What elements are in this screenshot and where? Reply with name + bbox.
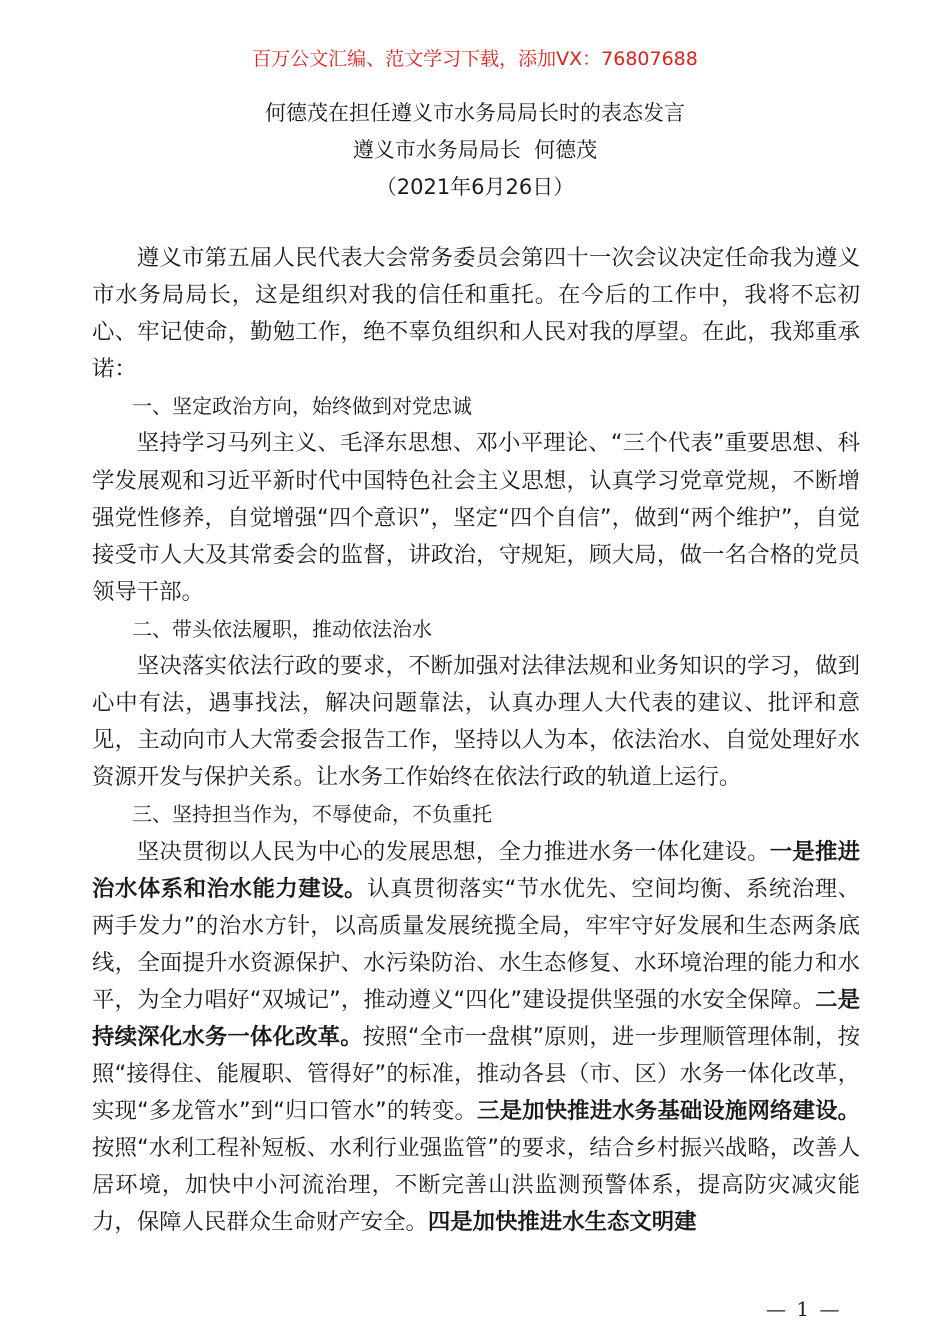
segment-bold-point-4: 四是加快推进水生态文明建	[427, 1209, 697, 1236]
watermark-banner: 百万公文汇编、范文学习下载，添加VX：76807688	[252, 48, 698, 70]
document-date: （2021年6月26日）	[375, 175, 575, 199]
segment-bold-point-3: 三是加快推进水务基础设施网络建设。	[477, 1098, 861, 1125]
segment-text: 按照“水利工程补短板、水利行业强监管”的要求，结合乡村振兴战略，改善人居环境，加快中小河流治理，不断完善山洪监测预警体系，提高防灾减灾能力，保障人民群众生命财产安全。	[92, 1135, 860, 1236]
segment-bold-point-2: 二是持续深化水务一体化改革。	[92, 986, 861, 1050]
intro-paragraph: 遵义市第五届人民代表大会常务委员会第四十一次会议决定任命我为遵义市水务局局长，这是组织对我的信任和重托。在今后的工作中，我将不忘初心、牢记使命，勤勉工作，绝不辜负组织和人民对我的厚望。在此，我郑重承诺：	[92, 245, 860, 383]
document-body	[92, 240, 860, 1242]
segment-text: 按照“全市一盘棋”原则，进一步理顺管理体制，按照“接得住、能履职、管得好”的标准，推动各县（市、区）水务一体化改革，实现“多龙管水”到“归口管水”的转变。	[92, 1023, 861, 1125]
section-paragraph-2: 坚决落实依法行政的要求，不断加强对法律法规和业务知识的学习，做到心中有法，遇事找法，解决问题靠法，认真办理人大代表的建议、批评和意见，主动向市人大常委会报告工作，坚持以人为本，依法治水、自觉处理好水资源开发与保护关系。让水务工作始终在依法行政的轨道上运行。	[92, 653, 860, 791]
segment-text: 坚决贯彻以人民为中心的发展思想，全力推进水务一体化建设。	[136, 838, 770, 865]
section-paragraph-1: 坚持学习马列主义、毛泽东思想、邓小平理论、“三个代表”重要思想、科学发展观和习近平新时代中国特色社会主义思想，认真学习党章党规，不断增强党性修养，自觉增强“四个意识”，坚定“四个自信”，做到“两个维护”，自觉接受市人大及其常委会的监督，讲政治，守规矩，顾大局，做一名合格的党员领导干部。	[92, 430, 860, 605]
section-paragraph-3	[92, 834, 860, 1242]
section-heading-2: 二、带头依法履职，推动依法治水	[132, 616, 432, 641]
segment-text: 认真贯彻落实“节水优先、空间均衡、系统治理、两手发力”的治水方针，以高质量发展统揽全局，牢牢守好发展和生态两条底线，全面提升水资源保护、水污染防治、水生态修复、水环境治理的能力和水平，为全力唱好“双城记”，推动遵义“四化”建设提供坚强的水安全保障。	[92, 875, 861, 1013]
page-number: — 1 —	[766, 1297, 842, 1321]
section-heading-1: 一、坚定政治方向，始终做到对党忠诚	[132, 394, 472, 419]
document-title: 何德茂在担任遵义市水务局局长时的表态发言	[265, 101, 685, 125]
document-byline: 遵义市水务局局长 何德茂	[352, 138, 598, 162]
section-heading-3: 三、坚持担当作为，不辱使命，不负重托	[132, 802, 492, 827]
segment-bold-point-1: 一是推进治水体系和治水能力建设。	[92, 838, 861, 902]
